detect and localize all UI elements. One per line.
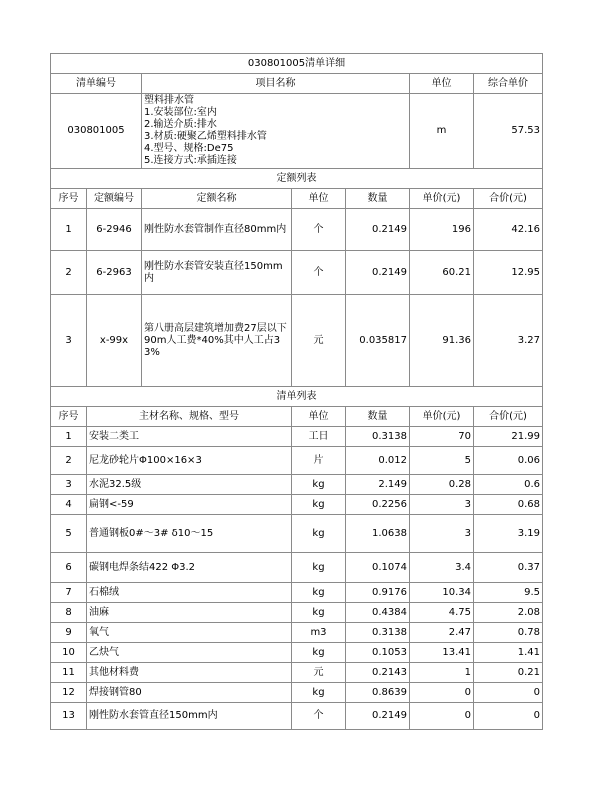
mat-total: 2.08	[474, 603, 543, 623]
quota-total: 3.27	[474, 295, 543, 387]
unit-header: 单位	[410, 74, 474, 94]
code-header: 清单编号	[51, 74, 142, 94]
quota-total: 12.95	[474, 251, 543, 295]
mat-no: 4	[51, 495, 87, 515]
quota-header-name: 定额名称	[142, 189, 292, 209]
mat-header-name: 主材名称、规格、型号	[87, 407, 292, 427]
material-row	[51, 623, 543, 643]
mat-qty: 0.8639	[346, 683, 410, 703]
quota-no: 1	[51, 209, 87, 251]
quota-row	[51, 251, 543, 295]
mat-total: 0.21	[474, 663, 543, 683]
mat-name: 石棉绒	[87, 583, 292, 603]
mat-unit: 个	[292, 703, 346, 730]
quota-no: 3	[51, 295, 87, 387]
mat-unit: kg	[292, 495, 346, 515]
mat-header-unit: 单位	[292, 407, 346, 427]
mat-name: 氧气	[87, 623, 292, 643]
desc-line: 2.输送介质:排水	[144, 119, 217, 130]
quota-code: 6-2946	[87, 209, 142, 251]
quota-price: 60.21	[410, 251, 474, 295]
mat-no: 2	[51, 447, 87, 475]
material-row	[51, 683, 543, 703]
mat-price: 4.75	[410, 603, 474, 623]
item-description	[142, 94, 410, 169]
quota-unit: 个	[292, 209, 346, 251]
mat-total: 0	[474, 703, 543, 730]
mat-qty: 0.1074	[346, 553, 410, 583]
materials-section-title: 清单列表	[51, 387, 543, 407]
mat-price: 0.28	[410, 475, 474, 495]
mat-price: 5	[410, 447, 474, 475]
quota-header-total: 合价(元)	[474, 189, 543, 209]
mat-price: 13.41	[410, 643, 474, 663]
quota-name: 刚性防水套管安装直径150mm内	[142, 251, 292, 295]
mat-no: 3	[51, 475, 87, 495]
mat-name: 乙炔气	[87, 643, 292, 663]
mat-no: 10	[51, 643, 87, 663]
mat-qty: 0.3138	[346, 623, 410, 643]
material-row	[51, 447, 543, 475]
quota-row	[51, 295, 543, 387]
price-header: 综合单价	[474, 74, 543, 94]
mat-name: 刚性防水套管直径150mm内	[87, 703, 292, 730]
materials-table	[50, 386, 543, 730]
mat-qty: 0.9176	[346, 583, 410, 603]
material-row	[51, 663, 543, 683]
mat-qty: 0.2149	[346, 703, 410, 730]
quota-code: 6-2963	[87, 251, 142, 295]
quota-header-no: 序号	[51, 189, 87, 209]
name-header: 项目名称	[142, 74, 410, 94]
mat-name: 焊接钢管80	[87, 683, 292, 703]
quota-row	[51, 209, 543, 251]
quota-unit: 元	[292, 295, 346, 387]
mat-no: 11	[51, 663, 87, 683]
mat-name: 其他材料费	[87, 663, 292, 683]
mat-unit: kg	[292, 603, 346, 623]
mat-name: 水泥32.5级	[87, 475, 292, 495]
quota-header-qty: 数量	[346, 189, 410, 209]
desc-line: 5.连接方式:承插连接	[144, 155, 237, 166]
item-code: 030801005	[51, 94, 142, 169]
quota-unit: 个	[292, 251, 346, 295]
mat-price: 3.4	[410, 553, 474, 583]
mat-total: 0	[474, 683, 543, 703]
mat-no: 9	[51, 623, 87, 643]
desc-line: 4.型号、规格:De75	[144, 143, 234, 154]
mat-qty: 0.012	[346, 447, 410, 475]
mat-no: 1	[51, 427, 87, 447]
table-title: 030801005清单详细	[51, 54, 543, 74]
mat-price: 10.34	[410, 583, 474, 603]
quota-qty: 0.035817	[346, 295, 410, 387]
material-row	[51, 583, 543, 603]
mat-qty: 0.2256	[346, 495, 410, 515]
mat-header-qty: 数量	[346, 407, 410, 427]
mat-name: 扁钢<-59	[87, 495, 292, 515]
mat-total: 21.99	[474, 427, 543, 447]
mat-unit: kg	[292, 515, 346, 553]
quota-header-price: 单价(元)	[410, 189, 474, 209]
mat-no: 7	[51, 583, 87, 603]
desc-line: 3.材质:硬聚乙烯塑料排水管	[144, 131, 267, 142]
mat-header-price: 单价(元)	[410, 407, 474, 427]
mat-price: 2.47	[410, 623, 474, 643]
material-row	[51, 475, 543, 495]
material-row	[51, 495, 543, 515]
mat-name: 油麻	[87, 603, 292, 623]
quota-no: 2	[51, 251, 87, 295]
mat-price: 3	[410, 495, 474, 515]
mat-total: 0.68	[474, 495, 543, 515]
mat-unit: 工日	[292, 427, 346, 447]
quota-name: 刚性防水套管制作直径80mm内	[142, 209, 292, 251]
quota-total: 42.16	[474, 209, 543, 251]
quota-header-code: 定额编号	[87, 189, 142, 209]
quota-price: 91.36	[410, 295, 474, 387]
mat-qty: 2.149	[346, 475, 410, 495]
mat-no: 6	[51, 553, 87, 583]
material-row	[51, 553, 543, 583]
mat-no: 8	[51, 603, 87, 623]
mat-qty: 1.0638	[346, 515, 410, 553]
quota-name: 第八册高层建筑增加费27层以下90m人工费*40%其中人工占33%	[142, 295, 292, 387]
mat-no: 12	[51, 683, 87, 703]
mat-unit: 片	[292, 447, 346, 475]
material-row	[51, 603, 543, 623]
mat-no: 13	[51, 703, 87, 730]
mat-total: 0.6	[474, 475, 543, 495]
mat-unit: kg	[292, 643, 346, 663]
mat-name: 尼龙砂轮片Φ100×16×3	[87, 447, 292, 475]
mat-total: 0.78	[474, 623, 543, 643]
item-unit: m	[410, 94, 474, 169]
mat-qty: 0.4384	[346, 603, 410, 623]
material-row	[51, 427, 543, 447]
bill-detail-table	[50, 53, 543, 387]
quota-qty: 0.2149	[346, 209, 410, 251]
item-price: 57.53	[474, 94, 543, 169]
mat-price: 70	[410, 427, 474, 447]
quota-price: 196	[410, 209, 474, 251]
mat-total: 0.37	[474, 553, 543, 583]
mat-price: 0	[410, 683, 474, 703]
desc-line: 1.安装部位:室内	[144, 107, 217, 118]
mat-price: 3	[410, 515, 474, 553]
mat-no: 5	[51, 515, 87, 553]
mat-unit: kg	[292, 683, 346, 703]
mat-unit: 元	[292, 663, 346, 683]
mat-total: 3.19	[474, 515, 543, 553]
desc-line: 塑料排水管	[144, 95, 194, 106]
mat-price: 1	[410, 663, 474, 683]
mat-unit: kg	[292, 553, 346, 583]
mat-header-no: 序号	[51, 407, 87, 427]
quota-code: x-99x	[87, 295, 142, 387]
mat-total: 9.5	[474, 583, 543, 603]
mat-header-total: 合价(元)	[474, 407, 543, 427]
quota-header-unit: 单位	[292, 189, 346, 209]
mat-qty: 0.1053	[346, 643, 410, 663]
mat-name: 安装二类工	[87, 427, 292, 447]
mat-price: 0	[410, 703, 474, 730]
quota-qty: 0.2149	[346, 251, 410, 295]
mat-qty: 0.2143	[346, 663, 410, 683]
mat-unit: kg	[292, 475, 346, 495]
mat-qty: 0.3138	[346, 427, 410, 447]
mat-total: 1.41	[474, 643, 543, 663]
mat-unit: m3	[292, 623, 346, 643]
material-row	[51, 515, 543, 553]
material-row	[51, 703, 543, 730]
mat-unit: kg	[292, 583, 346, 603]
mat-total: 0.06	[474, 447, 543, 475]
quota-section-title: 定额列表	[51, 169, 543, 189]
mat-name: 普通钢板0#～3# δ10～15	[87, 515, 292, 553]
mat-name: 碳钢电焊条结422 Φ3.2	[87, 553, 292, 583]
material-row	[51, 643, 543, 663]
